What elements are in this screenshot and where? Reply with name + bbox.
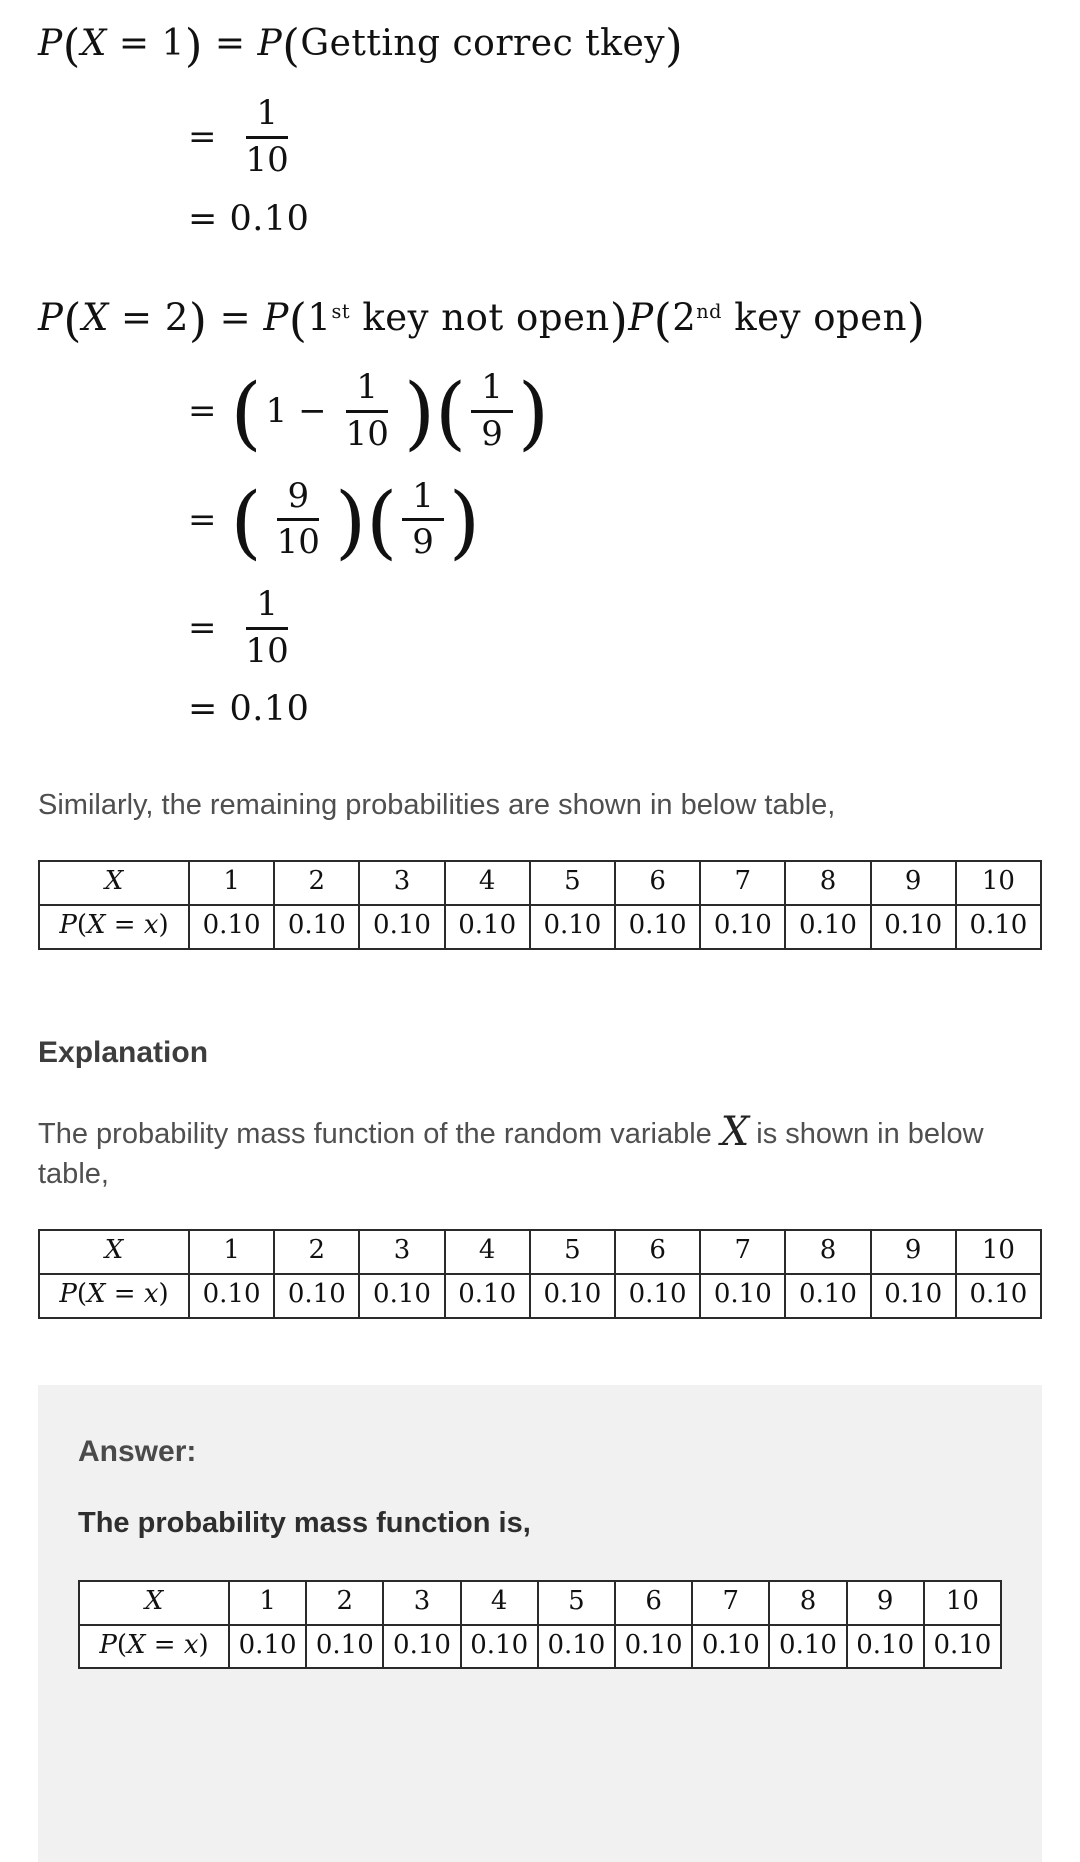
math-work <box>38 18 1042 729</box>
big-paren: ( <box>230 474 262 568</box>
big-paren: ) <box>334 474 367 568</box>
equation-p-x-2 <box>38 291 1042 348</box>
table-cell: 0.10 <box>444 904 529 948</box>
big-paren: ( <box>230 366 262 460</box>
table-cell: 0.10 <box>273 1273 358 1317</box>
equals: = <box>188 391 217 432</box>
paren: ( <box>653 293 673 348</box>
denominator: 10 <box>245 630 289 671</box>
table-cell: 10 <box>923 1582 1000 1624</box>
table-cell: 0.10 <box>188 1273 273 1317</box>
math-text: 1 <box>307 295 332 339</box>
pmf-table-answer <box>78 1580 1002 1670</box>
superscript: st <box>331 299 351 323</box>
table-cell: 2 <box>273 1231 358 1273</box>
table-cell: 8 <box>784 862 869 904</box>
table-cell: 0.10 <box>188 904 273 948</box>
table-cell: 0.10 <box>358 1273 443 1317</box>
table-cell: 7 <box>699 1231 784 1273</box>
equals: = <box>105 1278 144 1309</box>
table-cell: 3 <box>358 862 443 904</box>
math-var: X <box>86 909 106 940</box>
fraction <box>471 367 513 454</box>
table-cell: 8 <box>784 1231 869 1273</box>
math-step-result <box>188 199 1042 239</box>
paren: ( <box>63 293 82 348</box>
explanation-text <box>38 1108 1042 1195</box>
explanation-text-before: The probability mass function of the random variable <box>38 1117 712 1150</box>
table-cell: 0.10 <box>382 1624 459 1668</box>
explanation-heading: Explanation <box>38 1035 209 1069</box>
equals: = <box>188 608 217 649</box>
denominator: 10 <box>345 413 389 454</box>
math-text: = 0.10 <box>188 198 310 239</box>
table-cell: 0.10 <box>228 1624 305 1668</box>
table-cell: 6 <box>614 1582 691 1624</box>
math-var: X <box>104 865 124 896</box>
math-text: Getting correc tkey <box>300 23 666 64</box>
paren: ( <box>62 19 81 73</box>
math-var: X <box>144 1585 164 1616</box>
big-paren: ( <box>435 366 467 460</box>
table-cell: 0.10 <box>537 1624 614 1668</box>
table-cell: 7 <box>699 862 784 904</box>
paren: ) <box>158 909 169 940</box>
table-cell: 0.10 <box>784 904 869 948</box>
numerator: 1 <box>246 587 288 630</box>
big-paren: ) <box>448 474 481 568</box>
table-cell: 0.10 <box>614 904 699 948</box>
math-var: P <box>263 295 289 339</box>
table-cell: 0.10 <box>529 1273 614 1317</box>
math-var: X <box>80 23 107 64</box>
table-cell: 6 <box>614 862 699 904</box>
fraction <box>402 475 444 563</box>
paren: ) <box>158 1278 169 1309</box>
table-cell: 0.10 <box>460 1624 537 1668</box>
table-cell: 3 <box>358 1231 443 1273</box>
math-text: = 1 <box>106 23 185 64</box>
table-cell: 0.10 <box>358 904 443 948</box>
numerator: 1 <box>402 479 444 522</box>
table-cell: 7 <box>691 1582 768 1624</box>
answer-heading: Answer: <box>78 1434 197 1468</box>
math-var: X <box>126 1629 146 1660</box>
numerator: 1 <box>246 96 288 139</box>
table-var-label <box>80 1582 228 1624</box>
table-p-label <box>40 1273 188 1317</box>
table-p-label <box>40 904 188 948</box>
answer-lead-text: The probability mass function is, <box>78 1506 531 1539</box>
table-cell: 5 <box>529 1231 614 1273</box>
paren: ) <box>188 293 208 348</box>
math-step-fraction <box>188 583 1042 671</box>
table-cell: 0.10 <box>305 1624 382 1668</box>
fraction <box>236 583 299 671</box>
denominator: 9 <box>412 522 434 563</box>
paren: ) <box>906 293 926 348</box>
table-cell: 0.10 <box>955 904 1040 948</box>
table-cell: 0.10 <box>784 1273 869 1317</box>
fraction <box>336 367 399 454</box>
table-var-label <box>40 1231 188 1273</box>
paren: ( <box>116 1629 127 1660</box>
math-text: 2 <box>672 295 697 339</box>
table-cell: 0.10 <box>614 1273 699 1317</box>
table-cell: 0.10 <box>699 904 784 948</box>
math-var: P <box>38 23 63 64</box>
table-cell: 0.10 <box>768 1624 845 1668</box>
denominator: 10 <box>276 522 320 563</box>
table-cell: 1 <box>188 862 273 904</box>
math-var: P <box>628 295 654 339</box>
table-cell: 4 <box>460 1582 537 1624</box>
table-cell: 1 <box>188 1231 273 1273</box>
equals: = <box>188 499 217 540</box>
table-cell: 0.10 <box>923 1624 1000 1668</box>
explanation-text-after: is shown in below table, <box>38 1117 984 1191</box>
table-cell: 0.10 <box>273 904 358 948</box>
table-var-label <box>40 862 188 904</box>
table-cell: 0.10 <box>870 1273 955 1317</box>
equals: = <box>207 295 264 339</box>
table-cell: 0.10 <box>529 904 614 948</box>
similarly-text: Similarly, the remaining probabilities are shown in below table, <box>38 789 836 822</box>
math-var: X <box>104 1234 124 1265</box>
equals: = <box>145 1629 184 1660</box>
paren: ) <box>198 1629 209 1660</box>
math-var: P <box>99 1629 117 1660</box>
math-text: key not open <box>350 295 610 339</box>
paren: ( <box>76 1278 87 1309</box>
math-text: 1 − <box>265 391 327 432</box>
random-variable-x: X <box>720 1108 750 1155</box>
table-cell: 0.10 <box>846 1624 923 1668</box>
math-var: P <box>257 23 283 64</box>
table-cell: 10 <box>955 862 1040 904</box>
math-var: x <box>143 1278 159 1309</box>
denominator: 9 <box>481 413 503 454</box>
denominator: 10 <box>245 139 289 180</box>
table-cell: 4 <box>444 1231 529 1273</box>
paren: ( <box>288 293 308 348</box>
big-paren: ) <box>403 366 436 460</box>
big-paren: ) <box>517 366 550 460</box>
table-cell: 0.10 <box>614 1624 691 1668</box>
fraction <box>267 475 330 563</box>
paren: ) <box>184 19 203 73</box>
numerator: 1 <box>346 370 388 413</box>
math-var: X <box>86 1278 106 1309</box>
equals: = <box>202 23 258 64</box>
table-cell: 4 <box>444 862 529 904</box>
math-var: X <box>81 295 109 339</box>
table-cell: 0.10 <box>444 1273 529 1317</box>
fraction <box>236 93 299 180</box>
math-step-product <box>188 474 1042 568</box>
table-cell: 3 <box>382 1582 459 1624</box>
answer-box <box>38 1385 1042 1862</box>
table-cell: 9 <box>870 1231 955 1273</box>
math-var: x <box>143 909 159 940</box>
math-step-fraction <box>188 93 1042 180</box>
table-p-label <box>80 1624 228 1668</box>
math-text: = 0.10 <box>188 689 310 730</box>
equals: = <box>105 909 144 940</box>
math-step-product <box>188 366 1042 460</box>
table-cell: 2 <box>305 1582 382 1624</box>
equals: = <box>188 117 217 158</box>
paren: ( <box>76 909 87 940</box>
table-cell: 9 <box>846 1582 923 1624</box>
big-paren: ( <box>366 474 398 568</box>
math-var: P <box>59 909 77 940</box>
math-var: x <box>183 1629 199 1660</box>
table-cell: 10 <box>955 1231 1040 1273</box>
table-cell: 0.10 <box>699 1273 784 1317</box>
pmf-table-explanation <box>38 1229 1042 1319</box>
table-cell: 2 <box>273 862 358 904</box>
table-cell: 6 <box>614 1231 699 1273</box>
math-step-result <box>188 689 1042 729</box>
table-cell: 1 <box>228 1582 305 1624</box>
math-text: = 2 <box>108 295 189 339</box>
numerator: 9 <box>277 479 319 522</box>
table-cell: 0.10 <box>691 1624 768 1668</box>
table-cell: 5 <box>529 862 614 904</box>
equation-p-x-1 <box>38 18 1042 73</box>
table-cell: 9 <box>870 862 955 904</box>
table-cell: 0.10 <box>955 1273 1040 1317</box>
table-cell: 8 <box>768 1582 845 1624</box>
paren: ) <box>609 293 629 348</box>
math-var: P <box>38 295 64 339</box>
paren: ) <box>665 19 684 73</box>
paren: ( <box>282 19 301 73</box>
numerator: 1 <box>471 370 513 413</box>
math-var: P <box>59 1278 77 1309</box>
pmf-table-work <box>38 860 1042 950</box>
table-cell: 0.10 <box>870 904 955 948</box>
table-cell: 5 <box>537 1582 614 1624</box>
math-text: key open <box>721 295 907 339</box>
superscript: nd <box>696 299 722 323</box>
